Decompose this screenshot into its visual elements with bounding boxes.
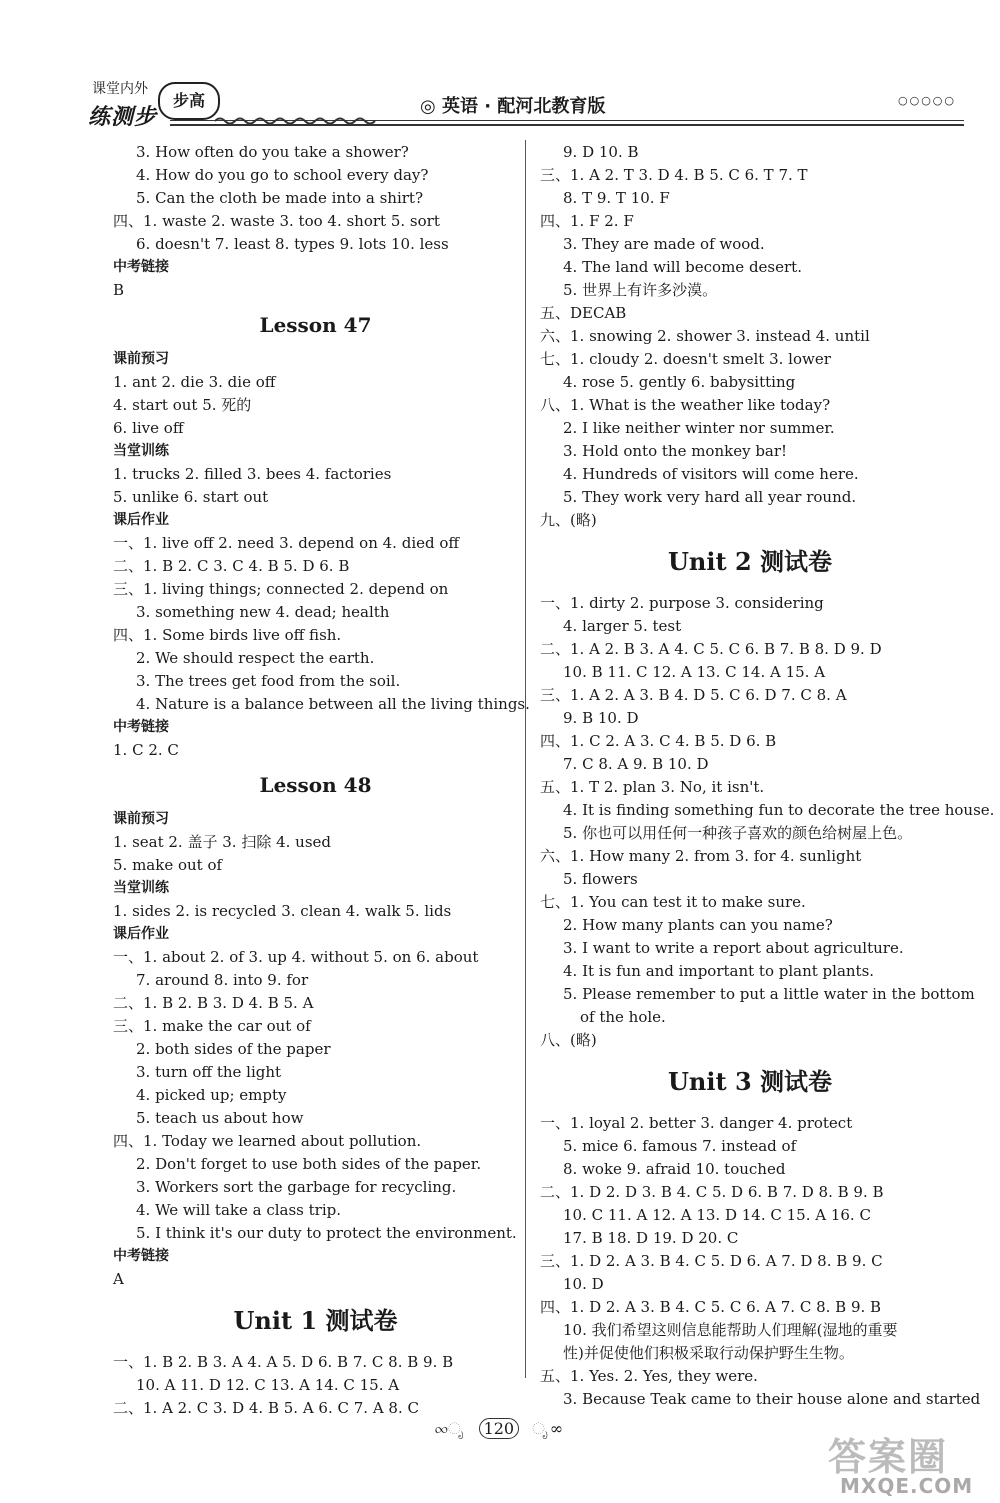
answer-line: 1. trucks 2. filled 3. bees 4. factories (113, 465, 392, 483)
logo-title: 练测步 (88, 105, 158, 130)
unit-title: Unit 2 测试卷 (668, 547, 832, 576)
section-heading: 中考链接 (113, 719, 169, 735)
answer-line: 5. Can the cloth be made into a shirt? (136, 189, 423, 207)
page-number: 120 (479, 1418, 520, 1439)
header-dots: ○○○○○ (898, 94, 956, 107)
answer-line: 10. B 11. C 12. A 13. C 14. A 15. A (563, 663, 826, 681)
section-heading: 课后作业 (113, 926, 169, 942)
answer-line: 6. doesn't 7. least 8. types 9. lots 10. less (136, 235, 449, 253)
answer-line: 一、1. dirty 2. purpose 3. considering (540, 594, 824, 612)
answer-line: 一、1. B 2. B 3. A 4. A 5. D 6. B 7. C 8. B 9. B (113, 1353, 454, 1371)
answer-line: 5. Please remember to put a little water in the bottom (563, 985, 975, 1003)
answer-line: 三、1. A 2. T 3. D 4. B 5. C 6. T 7. T (540, 166, 808, 184)
answer-line: B (113, 281, 125, 299)
section-heading: 中考链接 (113, 259, 169, 275)
answer-line: of the hole. (580, 1008, 666, 1026)
answer-line: 九、(略) (540, 511, 597, 529)
answer-line: 4. picked up; empty (136, 1086, 287, 1104)
answer-line: 五、1. Yes. 2. Yes, they were. (540, 1367, 758, 1385)
answer-line: 17. B 18. D 19. D 20. C (563, 1229, 739, 1247)
answer-line: 7. C 8. A 9. B 10. D (563, 755, 709, 773)
answer-line: 三、1. living things; connected 2. depend on (113, 580, 449, 598)
answer-line: 5. teach us about how (136, 1109, 304, 1127)
answer-line: 1. sides 2. is recycled 3. clean 4. walk 5. lids (113, 902, 452, 920)
answer-line: 三、1. A 2. A 3. B 4. D 5. C 6. D 7. C 8. A (540, 686, 847, 704)
section-heading: 课前预习 (113, 811, 169, 827)
answer-line: 二、1. A 2. C 3. D 4. B 5. A 6. C 7. A 8. C (113, 1399, 419, 1417)
answer-line: 1. ant 2. die 3. die off (113, 373, 276, 391)
lesson-title: Lesson 48 (259, 773, 372, 797)
answer-line: 5. 你也可以用任何一种孩子喜欢的颜色给树屋上色。 (563, 824, 913, 842)
footer-flourish-left: ∞ೃ (434, 1419, 466, 1438)
footer-flourish-right: ೃ∞ (532, 1419, 566, 1438)
answer-line: 一、1. live off 2. need 3. depend on 4. died off (113, 534, 460, 552)
answer-line: 4. rose 5. gently 6. babysitting (563, 373, 796, 391)
answer-line: 四、1. Today we learned about pollution. (113, 1132, 422, 1150)
answer-line: 二、1. B 2. B 3. D 4. B 5. A (113, 994, 314, 1012)
header-rule (170, 120, 964, 121)
answer-line: 1. seat 2. 盖子 3. 扫除 4. used (113, 833, 332, 851)
logo-subtitle: 课堂内外 (92, 81, 148, 97)
column-divider (525, 140, 526, 1378)
answer-line: 性)并促使他们积极采取行动保护野生生物。 (563, 1344, 854, 1362)
answer-line: 4. larger 5. test (563, 617, 682, 635)
answer-line: 二、1. A 2. B 3. A 4. C 5. C 6. B 7. B 8. D 9. D (540, 640, 882, 658)
answer-line: 4. How do you go to school every day? (136, 166, 429, 184)
answer-line: 3. Because Teak came to their house alone and started (563, 1390, 981, 1408)
answer-line: 3. The trees get food from the soil. (136, 672, 401, 690)
answer-line: 5. 世界上有许多沙漠。 (563, 281, 718, 299)
answer-line: 3. How often do you take a shower? (136, 143, 409, 161)
answer-line: 3. Hold onto the monkey bar! (563, 442, 788, 460)
answer-line: 5. I think it's our duty to protect the environment. (136, 1224, 517, 1242)
answer-line: 3. Workers sort the garbage for recycling. (136, 1178, 457, 1196)
answer-line: 2. both sides of the paper (136, 1040, 331, 1058)
watermark (820, 1420, 995, 1500)
answer-line: 4. Hundreds of visitors will come here. (563, 465, 859, 483)
answer-line: 四、1. waste 2. waste 3. too 4. short 5. sort (113, 212, 440, 230)
unit-title: Unit 3 测试卷 (668, 1067, 832, 1096)
section-heading: 课前预习 (113, 351, 169, 367)
answer-line: 四、1. C 2. A 3. C 4. B 5. D 6. B (540, 732, 777, 750)
answer-line: 四、1. F 2. F (540, 212, 634, 230)
answer-line: 4. It is finding something fun to decorate the tree house. (563, 801, 995, 819)
watermark-text: 答案圈 (828, 1435, 949, 1479)
answer-line: 五、DECAB (540, 304, 627, 322)
answer-line: 9. B 10. D (563, 709, 639, 727)
page-header (0, 70, 1000, 140)
answer-line: 10. D (563, 1275, 604, 1293)
left-column (113, 141, 530, 1420)
answer-line: 八、1. What is the weather like today? (540, 396, 831, 414)
answer-line: 一、1. about 2. of 3. up 4. without 5. on 6. about (113, 948, 479, 966)
book-title: ◎ 英语 · 配河北教育版 (420, 96, 606, 117)
answer-line: 二、1. D 2. D 3. B 4. C 5. D 6. B 7. D 8. B 9. B (540, 1183, 884, 1201)
answer-line: 10. C 11. A 12. A 13. D 14. C 15. A 16. C (563, 1206, 871, 1224)
answer-line: 7. around 8. into 9. for (136, 971, 309, 989)
answer-line: 10. 我们希望这则信息能帮助人们理解(湿地的重要 (563, 1321, 898, 1339)
answer-line: 2. How many plants can you name? (563, 916, 833, 934)
answer-line: 四、1. Some birds live off fish. (113, 626, 342, 644)
answer-line: 三、1. D 2. A 3. B 4. C 5. D 6. A 7. D 8. B 9. C (540, 1252, 883, 1270)
answer-line: 2. We should respect the earth. (136, 649, 375, 667)
right-column (540, 141, 995, 1411)
answer-line: 五、1. T 2. plan 3. No, it isn't. (540, 778, 765, 796)
answer-line: 3. I want to write a report about agriculture. (563, 939, 904, 957)
answer-line: 9. D 10. B (563, 143, 639, 161)
answer-line: 2. Don't forget to use both sides of the paper. (136, 1155, 482, 1173)
answer-line: 4. Nature is a balance between all the living things. (136, 695, 530, 713)
answer-line: 6. live off (113, 419, 184, 437)
answer-line: 5. mice 6. famous 7. instead of (563, 1137, 797, 1155)
answer-line: 4. start out 5. 死的 (113, 396, 252, 414)
answer-line: 3. They are made of wood. (563, 235, 765, 253)
answer-line: A (113, 1270, 124, 1288)
answer-line: 四、1. D 2. A 3. B 4. C 5. C 6. A 7. C 8. B 9. B (540, 1298, 882, 1316)
section-heading: 当堂训练 (113, 880, 169, 896)
answer-line: 六、1. How many 2. from 3. for 4. sunlight (540, 847, 862, 865)
logo-badge: 步高 (158, 82, 220, 120)
answer-line: 一、1. loyal 2. better 3. danger 4. protect (540, 1114, 853, 1132)
watermark-url: MXQE.COM (840, 1474, 974, 1498)
section-heading: 课后作业 (113, 512, 169, 528)
header-rule-thick (170, 124, 964, 126)
answer-line: 5. make out of (113, 856, 223, 874)
answer-line: 七、1. cloudy 2. doesn't smelt 3. lower (540, 350, 831, 368)
answer-line: 10. A 11. D 12. C 13. A 14. C 15. A (136, 1376, 400, 1394)
answer-line: 2. I like neither winter nor summer. (563, 419, 835, 437)
unit-title: Unit 1 测试卷 (233, 1306, 398, 1335)
answer-line: 8. woke 9. afraid 10. touched (563, 1160, 786, 1178)
answer-line: 8. T 9. T 10. F (563, 189, 670, 207)
answer-line: 5. unlike 6. start out (113, 488, 269, 506)
answer-line: 5. flowers (563, 870, 638, 888)
section-heading: 中考链接 (113, 1248, 169, 1264)
answer-line: 1. C 2. C (113, 741, 179, 759)
answer-line: 3. turn off the light (136, 1063, 282, 1081)
answer-line: 5. They work very hard all year round. (563, 488, 857, 506)
answer-line: 4. It is fun and important to plant plants. (563, 962, 875, 980)
answer-line: 八、(略) (540, 1031, 597, 1049)
answer-line: 3. something new 4. dead; health (136, 603, 390, 621)
answer-line: 六、1. snowing 2. shower 3. instead 4. until (540, 327, 870, 345)
answer-line: 4. The land will become desert. (563, 258, 802, 276)
answer-line: 4. We will take a class trip. (136, 1201, 342, 1219)
section-heading: 当堂训练 (113, 443, 169, 459)
lesson-title: Lesson 47 (259, 313, 372, 337)
answer-line: 二、1. B 2. C 3. C 4. B 5. D 6. B (113, 557, 350, 575)
answer-line: 七、1. You can test it to make sure. (540, 893, 806, 911)
answer-line: 三、1. make the car out of (113, 1017, 311, 1035)
